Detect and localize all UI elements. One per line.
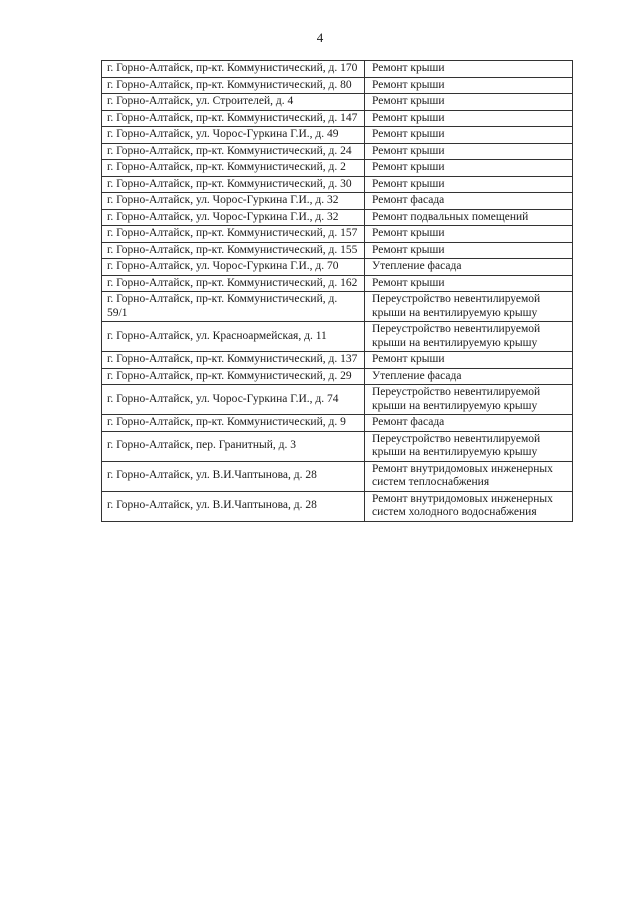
address-cell: г. Горно-Алтайск, пр-кт. Коммунистический, д. 30 xyxy=(102,176,365,193)
work-cell: Ремонт крыши xyxy=(365,127,573,144)
table-row xyxy=(102,160,573,177)
work-cell: Ремонт крыши xyxy=(365,143,573,160)
table-row xyxy=(102,292,573,322)
work-cell: Ремонт внутридомовых инженерных систем холодного водоснабжения xyxy=(365,491,573,521)
page-number: 4 xyxy=(316,30,324,45)
address-cell: г. Горно-Алтайск, пр-кт. Коммунистический, д. 162 xyxy=(102,275,365,292)
work-cell: Ремонт внутридомовых инженерных систем теплоснабжения xyxy=(365,461,573,491)
address-cell: г. Горно-Алтайск, ул. Чорос-Гуркина Г.И., д. 74 xyxy=(102,385,365,415)
table-row xyxy=(102,61,573,78)
table-row xyxy=(102,209,573,226)
address-cell: г. Горно-Алтайск, пр-кт. Коммунистический, д. 155 xyxy=(102,242,365,259)
work-cell: Ремонт крыши xyxy=(365,110,573,127)
address-cell: г. Горно-Алтайск, ул. Строителей, д. 4 xyxy=(102,94,365,111)
work-cell: Переустройство невентилируемой крыши на вентилируемую крышу xyxy=(365,322,573,352)
address-cell: г. Горно-Алтайск, ул. Чорос-Гуркина Г.И., д. 32 xyxy=(102,209,365,226)
work-cell: Ремонт крыши xyxy=(365,77,573,94)
table-row xyxy=(102,415,573,432)
table-row xyxy=(102,491,573,521)
table-row xyxy=(102,259,573,276)
table-row xyxy=(102,226,573,243)
table-row xyxy=(102,385,573,415)
work-cell: Ремонт крыши xyxy=(365,61,573,78)
table-row xyxy=(102,431,573,461)
address-cell: г. Горно-Алтайск, ул. В.И.Чаптынова, д. 28 xyxy=(102,491,365,521)
work-cell: Ремонт фасада xyxy=(365,193,573,210)
work-cell: Ремонт крыши xyxy=(365,226,573,243)
work-cell: Ремонт крыши xyxy=(365,242,573,259)
work-cell: Ремонт крыши xyxy=(365,160,573,177)
table-row xyxy=(102,242,573,259)
address-cell: г. Горно-Алтайск, пр-кт. Коммунистический, д. 147 xyxy=(102,110,365,127)
table-row xyxy=(102,127,573,144)
table-row xyxy=(102,461,573,491)
address-cell: г. Горно-Алтайск, пер. Гранитный, д. 3 xyxy=(102,431,365,461)
address-cell: г. Горно-Алтайск, пр-кт. Коммунистический, д. 137 xyxy=(102,352,365,369)
work-cell: Переустройство невентилируемой крыши на вентилируемую крышу xyxy=(365,385,573,415)
table-row xyxy=(102,352,573,369)
table-row xyxy=(102,143,573,160)
address-cell: г. Горно-Алтайск, пр-кт. Коммунистический, д. 157 xyxy=(102,226,365,243)
address-cell: г. Горно-Алтайск, пр-кт. Коммунистический, д. 59/1 xyxy=(102,292,365,322)
table-row xyxy=(102,94,573,111)
works-table-body xyxy=(102,61,573,522)
work-cell: Ремонт фасада xyxy=(365,415,573,432)
work-cell: Ремонт подвальных помещений xyxy=(365,209,573,226)
table-row xyxy=(102,275,573,292)
address-cell: г. Горно-Алтайск, пр-кт. Коммунистический, д. 80 xyxy=(102,77,365,94)
address-cell: г. Горно-Алтайск, ул. Красноармейская, д. 11 xyxy=(102,322,365,352)
table-row xyxy=(102,193,573,210)
table-row xyxy=(102,77,573,94)
address-cell: г. Горно-Алтайск, ул. В.И.Чаптынова, д. 28 xyxy=(102,461,365,491)
works-table xyxy=(101,60,573,522)
address-cell: г. Горно-Алтайск, ул. Чорос-Гуркина Г.И., д. 49 xyxy=(102,127,365,144)
address-cell: г. Горно-Алтайск, пр-кт. Коммунистический, д. 29 xyxy=(102,368,365,385)
address-cell: г. Горно-Алтайск, пр-кт. Коммунистический, д. 9 xyxy=(102,415,365,432)
work-cell: Переустройство невентилируемой крыши на вентилируемую крышу xyxy=(365,292,573,322)
address-cell: г. Горно-Алтайск, пр-кт. Коммунистический, д. 170 xyxy=(102,61,365,78)
work-cell: Ремонт крыши xyxy=(365,352,573,369)
table-row xyxy=(102,176,573,193)
address-cell: г. Горно-Алтайск, ул. Чорос-Гуркина Г.И., д. 32 xyxy=(102,193,365,210)
work-cell: Ремонт крыши xyxy=(365,176,573,193)
work-cell: Ремонт крыши xyxy=(365,275,573,292)
work-cell: Утепление фасада xyxy=(365,259,573,276)
table-row xyxy=(102,368,573,385)
work-cell: Утепление фасада xyxy=(365,368,573,385)
work-cell: Ремонт крыши xyxy=(365,94,573,111)
address-cell: г. Горно-Алтайск, пр-кт. Коммунистический, д. 2 xyxy=(102,160,365,177)
address-cell: г. Горно-Алтайск, пр-кт. Коммунистический, д. 24 xyxy=(102,143,365,160)
table-row xyxy=(102,322,573,352)
work-cell: Переустройство невентилируемой крыши на вентилируемую крышу xyxy=(365,431,573,461)
address-cell: г. Горно-Алтайск, ул. Чорос-Гуркина Г.И., д. 70 xyxy=(102,259,365,276)
table-row xyxy=(102,110,573,127)
